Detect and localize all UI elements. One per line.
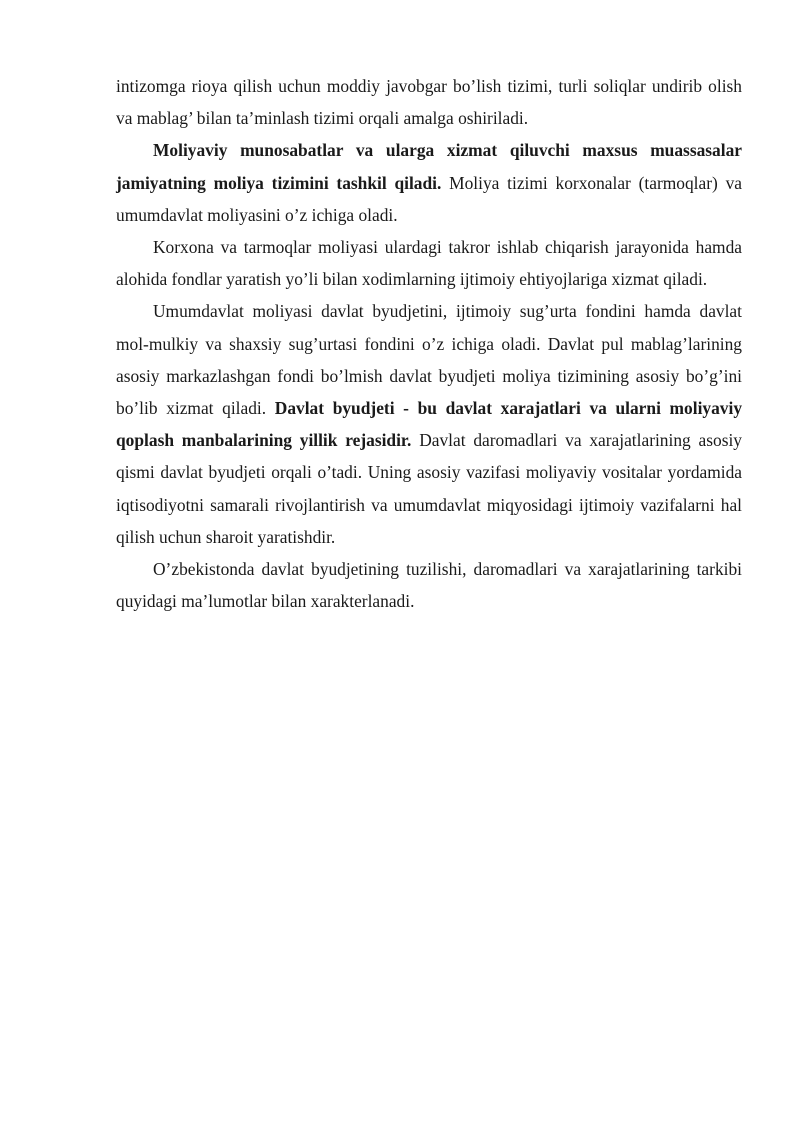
paragraph-2 bbox=[116, 134, 742, 231]
document-page bbox=[116, 70, 742, 617]
paragraph-2-bold-definition: Moliyaviy munosabatlar va ularga xizmat qiluvchi maxsus muassasalar jamiyatning moliya tizimini tashkil qiladi. bbox=[116, 140, 742, 193]
paragraph-3-text: Korxona va tarmoqlar moliyasi ulardagi takror ishlab chiqarish jarayonida hamda alohida fondlar yaratish yo’li bilan xodimlarning ijtimoiy ehtiyojlariga xizmat qiladi. bbox=[116, 237, 742, 290]
paragraph-5 bbox=[116, 553, 742, 617]
paragraph-1 bbox=[116, 70, 742, 134]
paragraph-2-text: Moliya tizimi korxonalar (tarmoqlar) va umumdavlat moliyasini o’z ichiga oladi. bbox=[116, 172, 742, 225]
paragraph-4-text-end: Davlat daromadlari va xarajatlarining asosiy qismi davlat byudjeti orqali o’tadi. Uning asosiy vazifasi moliyaviy vositalar yordamida iqtisodiyotni samarali rivojlantirish va umumdavlat miqyosidagi ijtimoiy vazifalarni hal qilish uchun sharoit yaratishdir. bbox=[116, 430, 742, 547]
paragraph-5-text: O’zbekistonda davlat byudjetining tuzilishi, daromadlari va xarajatlarining tarkibi quyidagi ma’lumotlar bilan xarakterlanadi. bbox=[116, 559, 742, 612]
paragraph-3 bbox=[116, 231, 742, 295]
paragraph-4-bold-definition: Davlat byudjeti - bu davlat xarajatlari va ularni moliyaviy qoplash manbalarining yillik rejasidir. bbox=[116, 398, 743, 451]
paragraph-4-text-start: Umumdavlat moliyasi davlat byudjetini, ijtimoiy sug’urta fondini hamda davlat mol-mulkiy va shaxsiy sug’urtasi fondini o’z ichiga oladi. Davlat pul mablag’larining asosiy markazlashgan fondi bo’lmish davlat byudjeti moliya tizimining asosiy bo’g’ini bo’lib xizmat qiladi. bbox=[116, 301, 742, 419]
paragraph-4 bbox=[116, 295, 742, 553]
paragraph-1-text: intizomga rioya qilish uchun moddiy javobgar bo’lish tizimi, turli soliqlar undirib olish va mablag’ bilan ta’minlash tizimi orqali amalga oshiriladi. bbox=[116, 76, 742, 129]
